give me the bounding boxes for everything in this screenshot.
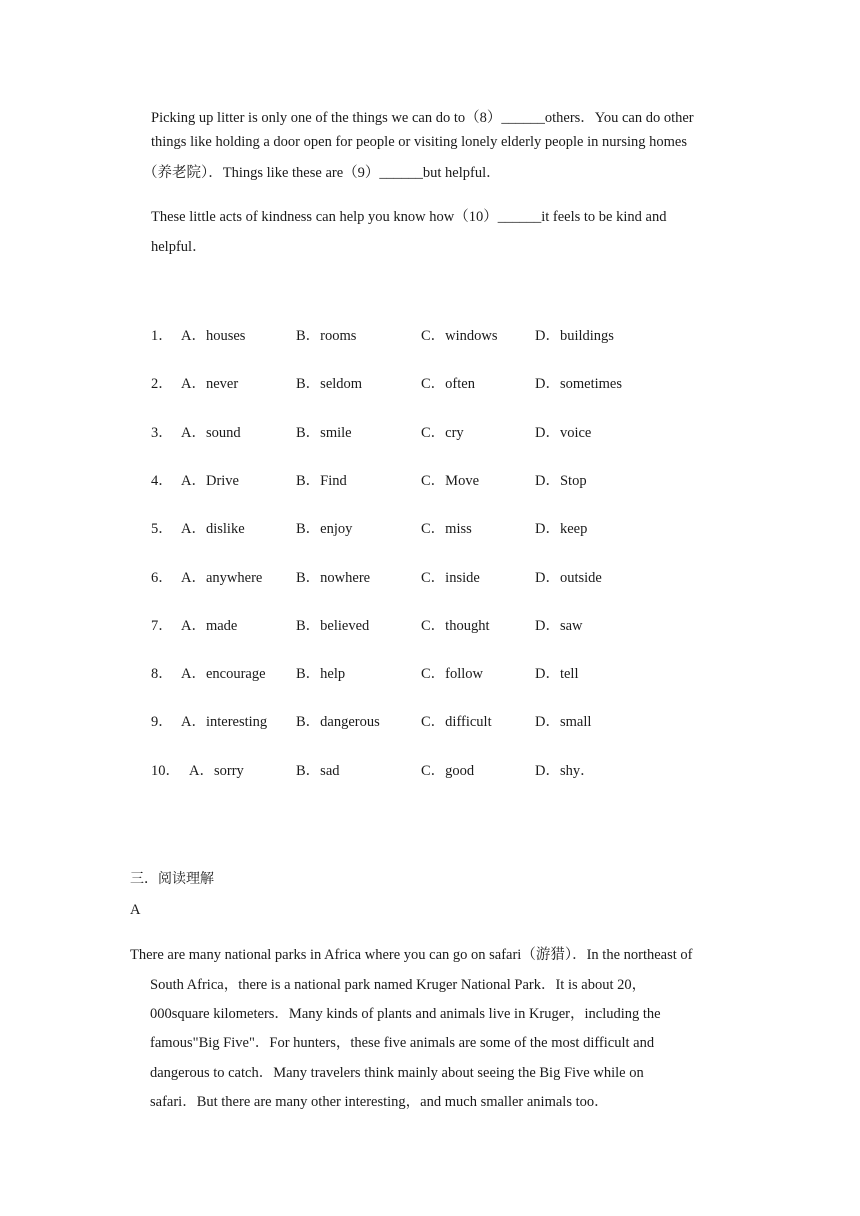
question-number: 5． [151,521,173,537]
option-d: D．saw [535,618,583,634]
question-number: 2． [151,376,173,392]
option-b: B．smile [296,425,352,441]
reading-line: South Africa，there is a national park named Kruger National Park．It is about 20， [150,977,647,993]
option-d: D．small [535,714,592,730]
option-a: A．Drive [181,473,239,489]
option-a: A．encourage [181,666,266,682]
option-a: A．houses [181,328,246,344]
option-c: C．follow [421,666,484,682]
passage-line: Picking up litter is only one of the things we can do to（8）______others．You can do other [151,110,694,126]
passage-line: （养老院）．Things like these are（9）______but helpful． [143,165,501,181]
option-b: B．sad [296,763,340,779]
option-b: B．nowhere [296,570,371,586]
option-c: C．difficult [421,714,492,730]
option-d: D．voice [535,425,592,441]
option-b: B．help [296,666,346,682]
option-b: B．enjoy [296,521,353,537]
reading-line: famous"Big Five"．For hunters，these five animals are some of the most difficult and [150,1035,655,1051]
question-number: 3． [151,425,173,441]
question-number: 1． [151,328,173,344]
option-a: A．dislike [181,521,245,537]
option-a: A．sound [181,425,241,441]
option-a: A．anywhere [181,570,263,586]
passage-line: things like holding a door open for people or visiting lonely elderly people in nursing homes [151,134,688,150]
option-a: A．interesting [181,714,268,730]
passage-line: These little acts of kindness can help you know how（10）______it feels to be kind and [151,209,667,225]
option-c: C．cry [421,425,464,441]
option-c: C．inside [421,570,480,586]
option-c: C．miss [421,521,472,537]
option-c: C．windows [421,328,498,344]
option-a: A．sorry [189,763,244,779]
reading-line: 000square kilometers．Many kinds of plants and animals live in Kruger，including the [150,1006,661,1022]
question-number: 10． [151,763,180,779]
option-c: C．often [421,376,475,392]
option-d: D．shy． [535,763,595,779]
section-title: 三．阅读理解 [130,871,214,887]
question-number: 9． [151,714,173,730]
option-c: C．good [421,763,475,779]
option-b: B．believed [296,618,370,634]
option-d: D．keep [535,521,588,537]
option-a: A．never [181,376,239,392]
reading-line: There are many national parks in Africa where you can go on safari（游猎）．In the northeast of [130,947,693,963]
option-d: D．outside [535,570,602,586]
option-c: C．thought [421,618,490,634]
section-subtitle: A [130,902,141,918]
option-d: D．Stop [535,473,587,489]
option-b: B．Find [296,473,347,489]
reading-line: dangerous to catch．Many travelers think mainly about seeing the Big Five while on [150,1065,644,1081]
option-d: D．tell [535,666,579,682]
option-b: B．dangerous [296,714,380,730]
option-c: C．Move [421,473,479,489]
question-number: 4． [151,473,173,489]
option-d: D．buildings [535,328,614,344]
option-d: D．sometimes [535,376,622,392]
passage-line: helpful． [151,239,207,255]
option-a: A．made [181,618,238,634]
question-number: 8． [151,666,173,682]
question-number: 7． [151,618,173,634]
question-number: 6． [151,570,173,586]
option-b: B．seldom [296,376,363,392]
reading-line: safari．But there are many other interesting，and much smaller animals too． [150,1094,609,1110]
option-b: B．rooms [296,328,357,344]
